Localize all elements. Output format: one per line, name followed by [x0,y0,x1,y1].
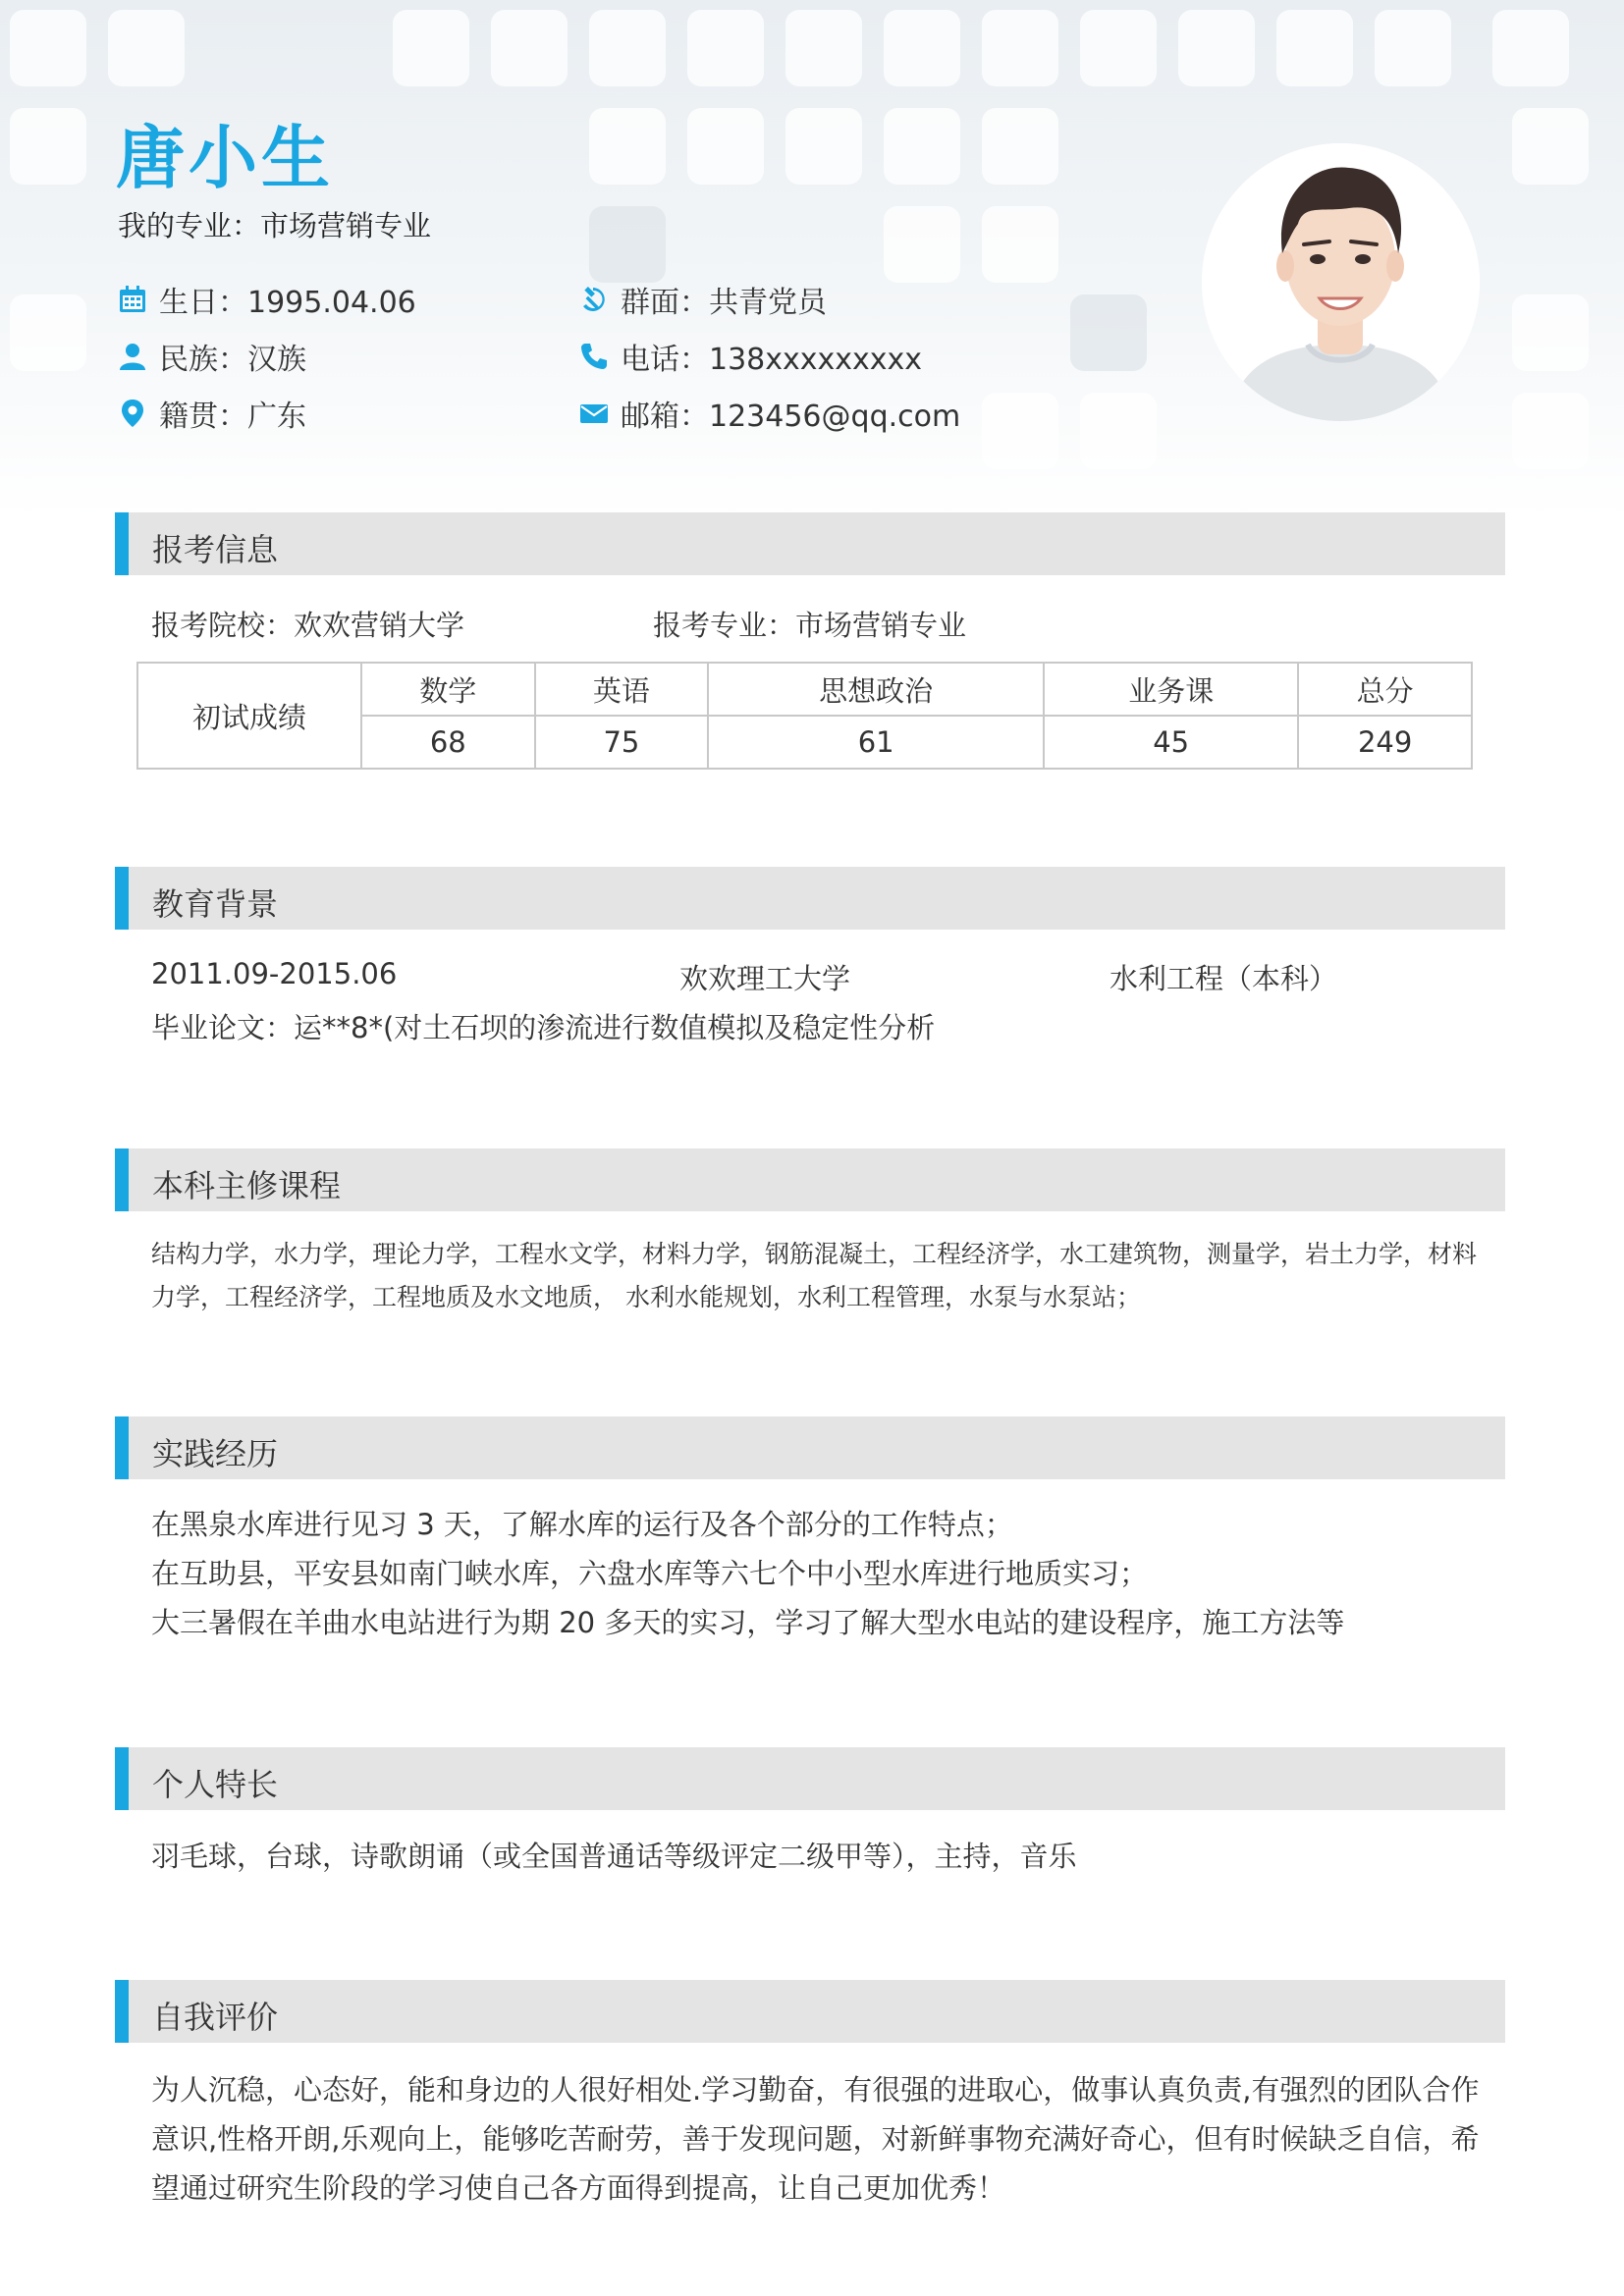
score-label-cell: 初试成绩 [137,663,361,769]
self-eval-line: 意识,性格开朗,乐观向上，能够吃苦耐劳，善于发现问题，对新鲜事物充满好奇心，但有时候缺乏自信，希 [151,2122,1480,2156]
section-header-practice [115,1416,1505,1479]
applicant-name: 唐小生 [116,118,334,198]
section-title: 实践经历 [152,1435,279,1472]
profile-photo [1202,143,1480,421]
section-accent-bar [115,512,129,575]
ethnicity-item [118,335,306,378]
practice-line: 在黑泉水库进行见习 3 天，了解水库的运行及各个部分的工作特点； [151,1508,1013,1541]
section-accent-bar [115,1148,129,1211]
applicant-major: 我的专业：市场营销专业 [118,209,432,242]
hometown-text: 籍贯：广东 [159,400,306,434]
section-title: 报考信息 [152,531,279,568]
exam-major: 报考专业：市场营销专业 [653,609,967,642]
section-title: 自我评价 [152,1999,279,2036]
phone-icon [579,342,609,371]
education-thesis: 毕业论文：运**8*(对土石坝的渗流进行数值模拟及稳定性分析 [151,1011,936,1044]
score-cell: 45 [1044,716,1298,769]
section-accent-bar [115,1980,129,2043]
exam-school: 报考院校：欢欢营销大学 [151,609,465,642]
section-header-skills [115,1747,1505,1810]
birthday-text: 生日：1995.04.06 [159,286,416,320]
subject-cell: 业务课 [1044,663,1298,716]
score-cell: 249 [1298,716,1472,769]
subject-cell: 思想政治 [708,663,1044,716]
practice-line: 在互助县，平安县如南门峡水库，六盘水库等六七个中小型水库进行地质实习； [151,1557,1149,1590]
email-text: 邮箱：123456@qq.com [621,400,961,434]
score-header-row [137,663,1472,716]
section-header-exam [115,512,1505,575]
email-item [579,392,960,435]
birthday-item [118,278,416,321]
calendar-icon [118,285,147,314]
education-period: 2011.09-2015.06 [151,957,398,990]
avatar [1202,143,1480,421]
section-title: 个人特长 [152,1766,279,1803]
section-header-courses [115,1148,1505,1211]
education-major: 水利工程（本科） [1110,962,1338,995]
self-eval-line: 望通过研究生阶段的学习使自己各方面得到提高，让自己更加优秀！ [151,2171,1006,2205]
score-table [136,662,1473,770]
practice-line: 大三暑假在羊曲水电站进行为期 20 多天的实习，学习了解大型水电站的建设程序，施工方法等 [151,1606,1345,1639]
subject-cell: 数学 [361,663,535,716]
section-header-education [115,867,1505,930]
courses-line: 力学，工程经济学，工程地质及水文地质， 水利水能规划，水利工程管理，水泵与水泵站； [151,1283,1141,1311]
skills-text: 羽毛球，台球，诗歌朗诵（或全国普通话等级评定二级甲等），主持，音乐 [151,1840,1077,1873]
courses-line: 结构力学，水力学，理论力学，工程水文学，材料力学，钢筋混凝土，工程经济学，水工建筑物，测量学，岩土力学，材料 [151,1240,1478,1268]
section-accent-bar [115,1416,129,1479]
subject-cell: 英语 [535,663,709,716]
section-title: 本科主修课程 [152,1167,342,1204]
ethnicity-text: 民族：汉族 [159,343,306,377]
score-cell: 68 [361,716,535,769]
section-title: 教育背景 [152,885,279,923]
envelope-icon [579,399,609,428]
person-icon [118,342,147,371]
self-eval-line: 为人沉稳，心态好，能和身边的人很好相处.学习勤奋，有很强的进取心，做事认真负责,有强烈的团队合作 [151,2073,1480,2107]
subject-cell: 总分 [1298,663,1472,716]
phone-text: 电话：138xxxxxxxxx [621,343,923,377]
political-item [579,278,827,321]
education-school: 欢欢理工大学 [679,962,851,995]
location-pin-icon [118,399,147,428]
phone-item [579,335,922,378]
score-cell: 75 [535,716,709,769]
section-header-self-evaluation [115,1980,1505,2043]
hometown-item [118,392,306,435]
section-accent-bar [115,1747,129,1810]
political-text: 群面：共青党员 [621,286,827,320]
score-cell: 61 [708,716,1044,769]
hammer-sickle-icon [579,285,609,314]
section-accent-bar [115,867,129,930]
